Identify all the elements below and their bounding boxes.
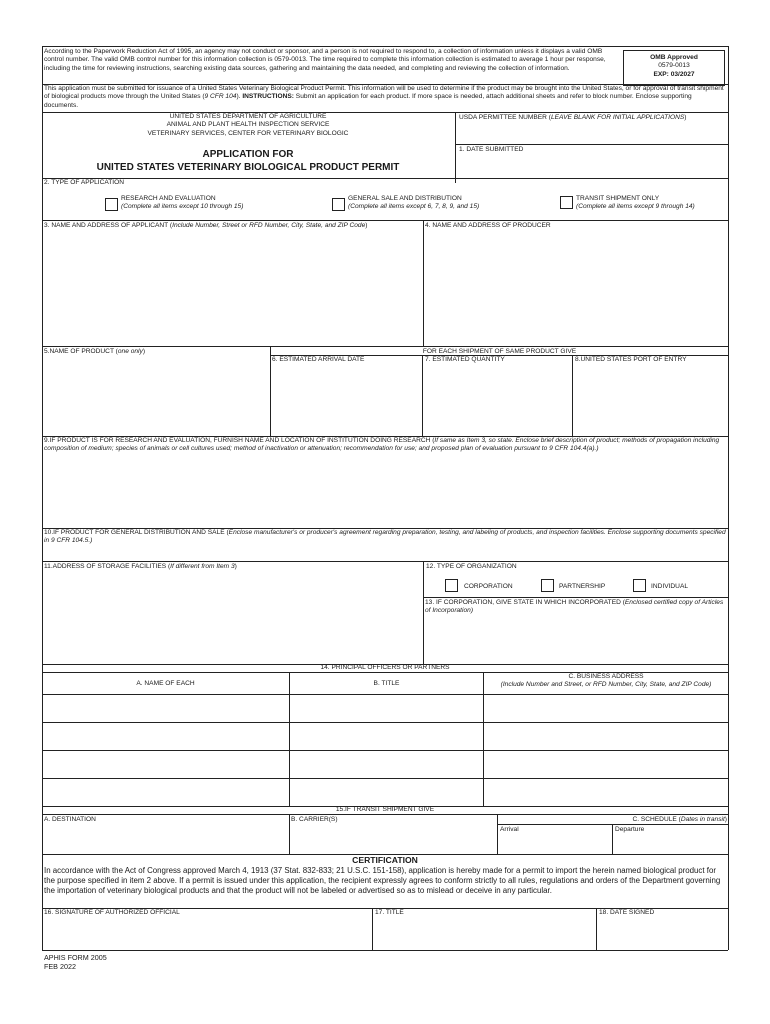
permittee-close: ) [684,114,687,121]
form-title-line-1: APPLICATION FOR [202,149,294,160]
arrival-field[interactable] [500,836,610,852]
officer-name-header: A. NAME OF EACH [136,680,195,687]
incorporated-state-label-text: 13. IF CORPORATION, GIVE STATE IN WHICH INCORPORATED ( [425,599,625,606]
usage-text-close: ). [236,93,243,101]
applicant-note: Include Number, Street or RFD Number, City, State, and ZIP Code [172,222,366,229]
transit-shipment-option [576,195,695,212]
storage-facilities-close: ) [234,563,237,570]
date-signed-label: 18. DATE SIGNED [599,909,655,916]
general-sale-checkbox[interactable] [332,198,345,211]
usage-notice [44,85,726,110]
general-sale-label: GENERAL SALE AND DISTRIBUTION [348,195,462,202]
port-of-entry-field[interactable] [575,366,725,434]
permittee-number-field[interactable] [459,126,723,143]
official-title-label: 17. TITLE [375,909,404,916]
producer-label: 4. NAME AND ADDRESS OF PRODUCER [425,222,551,229]
transit-shipment-label: TRANSIT SHIPMENT ONLY [576,195,660,202]
storage-facilities-field[interactable] [44,573,420,661]
research-institution-field[interactable] [44,464,726,526]
form-date: FEB 2022 [44,962,76,971]
form-number: APHIS FORM 2005 [44,953,107,962]
organization-type-label: 12. TYPE OF ORGANIZATION [426,563,517,570]
general-distribution-label-text: 10.IF PRODUCT FOR GENERAL DISTRIBUTION AND SALE ( [44,529,229,536]
applicant-label-text: 3. NAME AND ADDRESS OF APPLICANT ( [44,222,173,229]
signature-field[interactable] [44,919,370,948]
officer-address-header [484,673,728,690]
usage-text: This application must be submitted for issuance of a United States Veterinary Biological Product Permit. This information will be used to determine if the product may be brought into the United States, or for approval of transit shipment of biological products move through the United States ( [44,85,724,101]
instructions-label: INSTRUCTIONS: [242,93,294,101]
omb-approved: OMB Approved [650,54,698,61]
product-name-field[interactable] [44,358,268,434]
research-evaluation-checkbox[interactable] [105,198,118,211]
departure-field[interactable] [615,836,725,852]
research-institution-label-text: 9.IF PRODUCT IS FOR RESEARCH AND EVALUATION, FURNISH NAME AND LOCATION OF INSTITUTION DOING RESEARCH ( [44,437,435,444]
permittee-label-text: USDA PERMITTEE NUMBER ( [459,114,551,121]
incorporated-state-field[interactable] [426,621,724,661]
permittee-note: LEAVE BLANK FOR INITIAL APPLICATIONS [550,114,685,121]
storage-facilities-label [44,563,237,571]
shipment-header: FOR EACH SHIPMENT OF SAME PRODUCT GIVE [422,348,577,355]
principal-officers-header: 14. PRINCIPAL OFFICERS OR PARTNERS [320,664,450,671]
arrival-label: Arrival [500,826,519,833]
applicant-label [44,222,422,230]
port-of-entry-label: 8.UNITED STATES PORT OF ENTRY [575,356,687,363]
officer-row-3-name[interactable] [43,751,288,777]
product-name-label [44,348,145,356]
research-evaluation-option [121,195,243,212]
individual-checkbox[interactable] [633,579,646,592]
destination-field[interactable] [44,826,287,852]
incorporated-state-label [425,599,725,616]
product-name-note: one only [117,348,143,355]
certification-title: CERTIFICATION [352,855,418,865]
general-sale-option [348,195,479,212]
corporation-checkbox[interactable] [445,579,458,592]
research-evaluation-label: RESEARCH AND EVALUATION [121,195,216,202]
product-name-label-text: 5.NAME OF PRODUCT ( [44,348,118,355]
carriers-label: B. CARRIER(S) [291,816,338,823]
quantity-label: 7. ESTIMATED QUANTITY [425,356,505,363]
officer-row-3-address[interactable] [485,751,727,777]
form-title [42,148,454,174]
date-submitted-field[interactable] [459,156,723,180]
officer-row-2-address[interactable] [485,723,727,749]
officer-row-3-title[interactable] [291,751,482,777]
applicant-field[interactable] [44,232,420,342]
form-title-line-2: UNITED STATES VETERINARY BIOLOGICAL PRODUCT PERMIT [96,162,400,173]
arrival-date-label: 6. ESTIMATED ARRIVAL DATE [272,356,365,363]
omb-expiration: EXP: 03/2027 [653,70,695,78]
date-submitted-label: 1. DATE SUBMITTED [459,146,524,153]
signature-label: 16. SIGNATURE OF AUTHORIZED OFFICIAL [44,909,180,916]
omb-box [623,50,725,86]
schedule-note: Dates in transit [680,816,725,823]
general-sale-note: (Complete all items except 6, 7, 8, 9, and 15) [348,203,480,211]
agency-line-2: ANIMAL AND PLANT HEALTH INSPECTION SERVICE [166,121,330,129]
individual-label: INDIVIDUAL [651,583,689,590]
officer-row-4-address[interactable] [485,779,727,805]
officer-address-title: C. BUSINESS ADDRESS [568,673,644,680]
officer-row-4-title[interactable] [291,779,482,805]
paperwork-notice: According to the Paperwork Reduction Act of 1995, an agency may not conduct or sponsor, and a person is not required to respond to, a collection of information unless it displays a valid OMB control number. The valid OMB control number for this information collection is 0579-0013. The time required to complete this information collection is estimated to average 1 hour per response, including the time for reviewing instructions, searching existing data sources, gathering and maintaining the data needed, and completing and reviewing the collection of information. [44,48,606,72]
officer-title-header: B. TITLE [373,680,400,687]
research-institution-label [44,437,726,454]
applicant-close: ) [365,222,368,229]
destination-label: A. DESTINATION [44,816,96,823]
carriers-field[interactable] [292,826,495,852]
type-of-application-label: 2. TYPE OF APPLICATION [44,179,125,186]
officer-row-1-title[interactable] [291,695,482,721]
certification-text: In accordance with the Act of Congress approved March 4, 1913 (37 Stat. 832-833; 21 U.S.C. 151-158), application is hereby made for a permit to import the herein named biological product for the purpose specified in item 2 above. If a permit is issued under this application, the recipient expressly agrees to conform strictly to all rules, regulations and orders of the Department governing the importation of veterinary biological products and that the product will not be labeled or advertised so as to mislead or deceive in any particular. [44,866,721,895]
storage-facilities-label-text: 11.ADDRESS OF STORAGE FACILITIES ( [44,563,171,570]
schedule-close: ) [724,816,727,823]
officer-row-2-title[interactable] [291,723,482,749]
officer-row-2-name[interactable] [43,723,288,749]
schedule-label-text: C. SCHEDULE ( [632,816,681,823]
usage-cfr: 9 CFR 104 [204,93,237,101]
corporation-label: CORPORATION [464,583,513,590]
research-evaluation-note: (Complete all items except 10 through 15) [121,203,244,211]
general-distribution-field[interactable] [44,547,726,559]
arrival-date-field[interactable] [272,366,420,434]
general-distribution-note: Enclose manufacturer's or producer's agreement regarding preparation, testing, and labeling of products, and inspection facilities. Enclose supporting documents specified in 9 CFR 104.5.) [44,529,726,545]
agency-line-3: VETERINARY SERVICES, CENTER FOR VETERINARY BIOLOGIC [147,129,349,137]
date-signed-field[interactable] [599,919,726,948]
form-footer [44,953,107,971]
official-title-field[interactable] [375,919,594,948]
incorporated-state-note: Enclosed certified copy of Articles of Incorporation) [425,599,724,615]
instructions-text: Submit an application for each product. If more space is needed, attach additional sheets and refer to block number. Enclose supporting documents. [44,93,692,109]
producer-field[interactable] [426,232,724,342]
transit-shipment-header: 15.IF TRANSIT SHIPMENT GIVE [335,806,435,813]
general-distribution-label [44,529,726,546]
officer-row-1-address[interactable] [485,695,727,721]
product-name-close: ) [142,348,146,355]
agency-block [42,113,454,138]
departure-label: Departure [615,826,645,833]
agency-line-1: UNITED STATES DEPARTMENT OF AGRICULTURE [169,113,327,120]
research-institution-note: If same as Item 3, so state. Enclose brief description of product; methods of propagation including composition of medium; species of animals or cell cultures used; method of inactivation or attenuation; recommendation for use; and proposed plan of evaluation pursuant to 9 CFR 104.4(a).) [44,437,720,453]
omb-number: 0579-0013 [658,62,690,70]
officer-address-note: (Include Number and Street, or RFD Number, City, State, and ZIP Code) [500,681,712,689]
transit-shipment-note: (Complete all items except 9 through 14) [576,203,695,211]
partnership-checkbox[interactable] [541,579,554,592]
officer-row-1-name[interactable] [43,695,288,721]
storage-facilities-note: If different from Item 3 [170,563,235,570]
transit-shipment-checkbox[interactable] [560,196,573,209]
officer-row-4-name[interactable] [43,779,288,805]
permittee-number-label [459,114,727,122]
quantity-field[interactable] [425,366,570,434]
partnership-label: PARTNERSHIP [559,583,606,590]
